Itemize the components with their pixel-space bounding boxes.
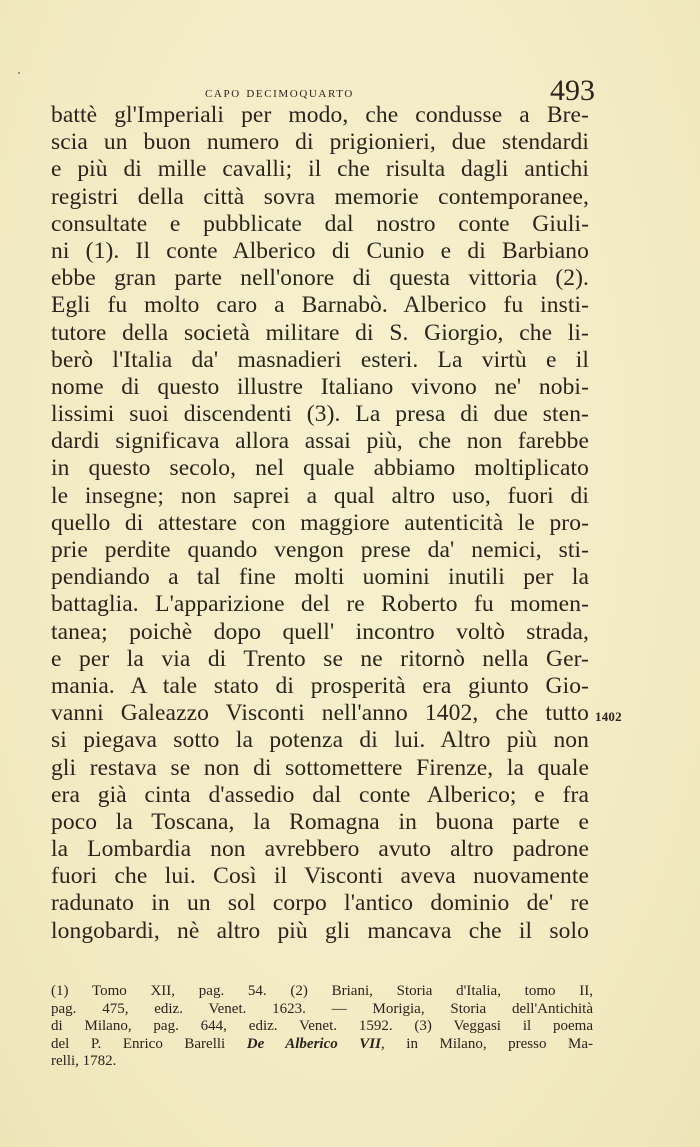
text-line: poco la Toscana, la Romagna in buona parte e (51, 808, 589, 835)
text-line: e per la via di Trento se ne ritornò nella Ger- (51, 645, 589, 672)
footnote-line (51, 1036, 593, 1054)
footnote-text: del P. Enrico Barelli (51, 1035, 247, 1052)
footnote-text: , in Milano, presso Ma- (380, 1035, 593, 1052)
text-line: longobardi, nè altro più gli mancava che il solo (51, 917, 589, 944)
footnote-italic-title: De Alberico VII (246, 1035, 381, 1052)
body-text (51, 102, 589, 945)
text-line: consultate e pubblicate dal nostro conte Giuli- (51, 210, 589, 237)
footnote-text: relli, 1782. (51, 1053, 117, 1070)
text-line: Egli fu molto caro a Barnabò. Alberico fu insti- (51, 292, 589, 319)
page-number: 493 (550, 74, 595, 107)
text-line: ni (1). Il conte Alberico di Cunio e di Barbiano (51, 237, 589, 264)
text-line: in questo secolo, nel quale abbiamo moltiplicato (51, 455, 589, 482)
text-line: dardi significava allora assai più, che non farebbe (51, 428, 589, 455)
text-line: si piegava sotto la potenza di lui. Altro più non (51, 727, 589, 754)
text-line: e più di mille cavalli; il che risulta dagli antichi (51, 156, 589, 183)
text-line: nome di questo illustre Italiano vivono ne' nobi- (51, 373, 589, 400)
text-line: vanni Galeazzo Visconti nell'anno 1402, che tutto (51, 700, 589, 727)
running-head: capo decimoquarto (205, 84, 354, 101)
text-line: quello di attestare con maggiore autenticità le pro- (51, 509, 589, 536)
text-line: prie perdite quando vengon prese da' nemici, sti- (51, 537, 589, 563)
text-line: gli restava se non di sottomettere Firenze, la quale (51, 754, 589, 781)
text-line: fuori che lui. Così il Visconti aveva nuovamente (51, 863, 589, 890)
text-line: radunato in un sol corpo l'antico dominio de' re (51, 890, 589, 917)
text-line: mania. A tale stato di prosperità era giunto Gio- (51, 672, 589, 699)
text-line: la Lombardia non avrebbero avuto altro padrone (51, 836, 589, 863)
text-line: ebbe gran parte nell'onore di questa vittoria (2). (51, 265, 589, 292)
footnote-line (51, 1001, 593, 1019)
paper-speck (18, 72, 20, 74)
footnote-line (51, 1018, 593, 1036)
text-line: tutore della società militare di S. Giorgio, che li- (51, 319, 589, 346)
text-line: lissimi suoi discendenti (3). La presa di due sten- (51, 401, 589, 428)
footnote-text: pag. 475, ediz. Venet. 1623. — Morigia, Storia dell'Antichità (51, 1000, 593, 1017)
footnote-text: di Milano, pag. 644, ediz. Venet. 1592. (3) Veggasi il poema (51, 1018, 593, 1035)
text-line: le insegne; non saprei a qual altro uso, fuori di (51, 482, 589, 509)
footnote-line (51, 1053, 593, 1071)
text-line: battaglia. L'apparizione del re Roberto fu momen- (51, 591, 589, 618)
footnote-text: (1) Tomo XII, pag. 54. (2) Briani, Storia d'Italia, tomo II, (51, 983, 593, 999)
text-line: scia un buon numero di prigionieri, due stendardi (51, 129, 589, 156)
text-line: era già cinta d'assedio dal conte Alberico; e fra (51, 781, 589, 808)
text-line: battè gl'Imperiali per modo, che condusse a Bre- (51, 102, 589, 128)
footnote-line (51, 983, 593, 1001)
text-line: pendiando a tal fine molti uomini inutili per la (51, 564, 589, 591)
footnotes (51, 983, 593, 1071)
text-line: tanea; poichè dopo quell' incontro voltò strada, (51, 618, 589, 645)
text-line: berò l'Italia da' masnadieri esteri. La virtù e il (51, 346, 589, 373)
text-line: registri della città sovra memorie contemporanee, (51, 183, 589, 210)
margin-note-year: 1402 (595, 709, 622, 724)
